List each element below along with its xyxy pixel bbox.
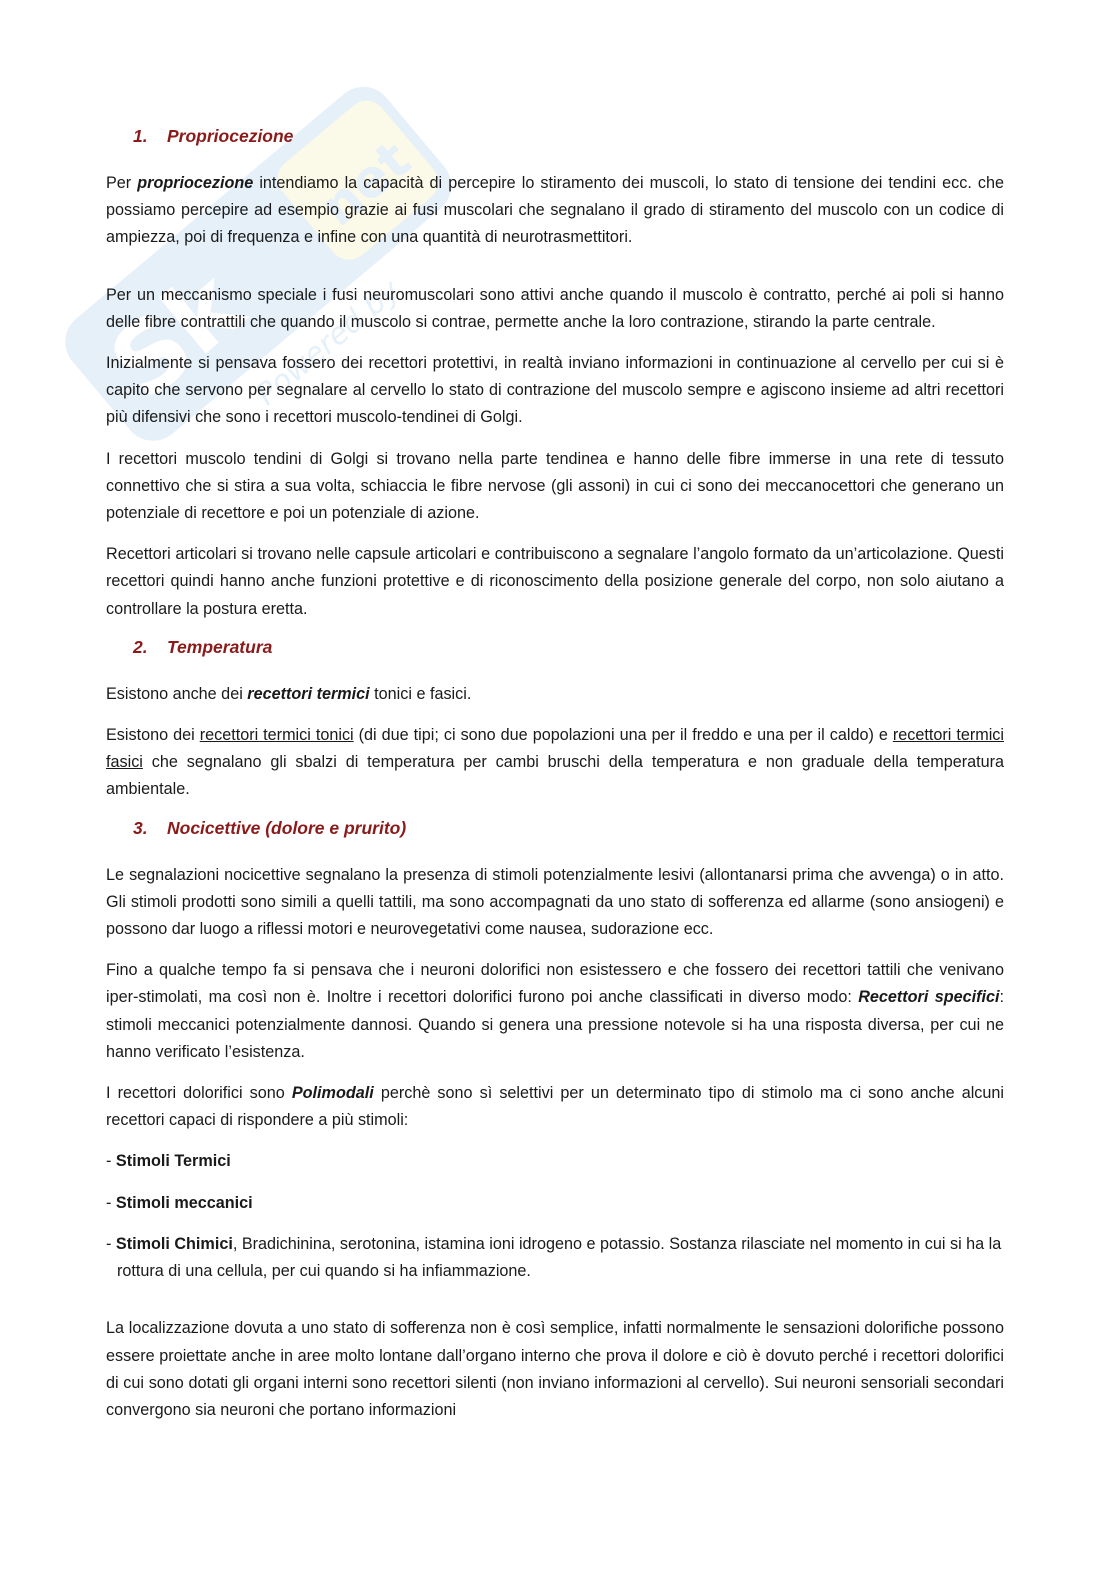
section-heading-nocicettive	[133, 818, 1004, 839]
section-heading-propriocezione	[133, 126, 1004, 147]
section-heading-temperatura	[133, 637, 1004, 658]
paragraph: Le segnalazioni nocicettive segnalano la presenza di stimoli potenzialmente lesivi (allontanarsi prima che avvenga) o in atto. Gli stimoli prodotti sono simili a quelli tattili, ma sono accompagnati da uno stato di sofferenza ed allarme (sono ansiogeni) e possono dar luogo a riflessi motori e neurovegetativi come nausea, sudorazione ecc.	[106, 865, 1004, 939]
paragraph: Recettori articolari si trovano nelle capsule articolari e contribuiscono a segnalare l’angolo formato da un’articolazione. Questi recettori quindi hanno anche funzioni protettive e di riconoscimento della posizione generale del corpo, non solo aiutano a controllare la postura eretta.	[106, 545, 1004, 618]
list-item: - Stimoli meccanici	[106, 1193, 253, 1212]
paragraph: I recettori dolorifici sono Polimodali perchè sono sì selettivi per un determinato tipo di stimolo ma ci sono anche alcuni recettori capaci di rispondere a più stimoli:	[106, 1084, 1004, 1130]
document-page	[106, 126, 1004, 1438]
list-item: - Stimoli Chimici, Bradichinina, serotonina, istamina ioni idrogeno e potassio. Sostanza rilasciate nel momento in cui si ha la rottura di una cellula, per cui quando si ha infiammazione.	[106, 1234, 1002, 1281]
section-title: Nocicettive (dolore e prurito)	[167, 817, 407, 838]
paragraph: Per propriocezione intendiamo la capacità di percepire lo stiramento dei muscoli, lo stato di tensione dei tendini ecc. che possiamo percepire ad esempio grazie ai fusi muscolari che segnalano il grado di stiramento del muscolo con un codice di ampiezza, poi di frequenza e infine con una quantità di neurotrasmettitori.	[106, 174, 1004, 247]
section-title: Propriocezione	[167, 126, 294, 146]
paragraph: Esistono dei recettori termici tonici (di due tipi; ci sono due popolazioni una per il freddo e una per il caldo) e recettori termici fasici che segnalano gli sbalzi di temperatura per cambi bruschi della temperatura e non graduale della temperatura ambientale.	[106, 726, 1005, 799]
list-item: - Stimoli Termici	[106, 1152, 231, 1171]
section-number: 1.	[133, 126, 148, 146]
svg-text:Sk: Sk	[89, 249, 264, 421]
paragraph: La localizzazione dovuta a uno stato di sofferenza non è così semplice, infatti normalmente le sensazioni dolorifiche possono essere proiettate anche in aree molto lontane dall’organo interno che prova il dolore e ciò è dovuto perché i recettori dolorifici di cui sono dotati gli organi interni sono recettori silenti (non inviano informazioni al cervello). Sui neuroni sensoriali secondari convergono sia neuroni che portano informazioni	[106, 1319, 1004, 1419]
section-title: Temperatura	[167, 636, 273, 657]
section-number: 2.	[133, 636, 148, 657]
section-number: 3.	[133, 817, 148, 838]
svg-text:net: net	[309, 129, 423, 239]
svg-text:Powered by: Powered by	[249, 272, 407, 413]
paragraph: Per un meccanismo speciale i fusi neuromuscolari sono attivi anche quando il muscolo è contratto, perché ai poli si hanno delle fibre contrattili che quando il muscolo si contrae, permette anche la loro contrazione, stirando la parte centrale.	[106, 285, 1004, 331]
paragraph: Fino a qualche tempo fa si pensava che i neuroni dolorifici non esistessero e che fossero dei recettori tattili che venivano iper-stimolati, ma così non è. Inoltre i recettori dolorifici furono poi anche classificati in diverso modo: Recettori specifici: stimoli meccanici potenzialmente dannosi. Quando si genera una pressione notevole si ha una risposta diversa, per cui ne hanno verificato l’esistenza.	[106, 961, 1004, 1061]
paragraph: Inizialmente si pensava fossero dei recettori protettivi, in realtà inviano informazioni in continuazione al cervello per cui si è capito che servono per segnalare al cervello lo stato di contrazione del muscolo sempre e agiscono insieme ad altri recettori più difensivi che sono i recettori muscolo-tendinei di Golgi.	[106, 354, 1004, 427]
paragraph: Esistono anche dei recettori termici tonici e fasici.	[106, 684, 472, 703]
paragraph: I recettori muscolo tendini di Golgi si trovano nella parte tendinea e hanno delle fibre immerse in una rete di tessuto connettivo che si stira a sua volta, schiaccia le fibre nervose (gli assoni) in cui ci sono dei meccanocettori che generano un potenziale di recettore e poi un potenziale di azione.	[106, 449, 1004, 523]
